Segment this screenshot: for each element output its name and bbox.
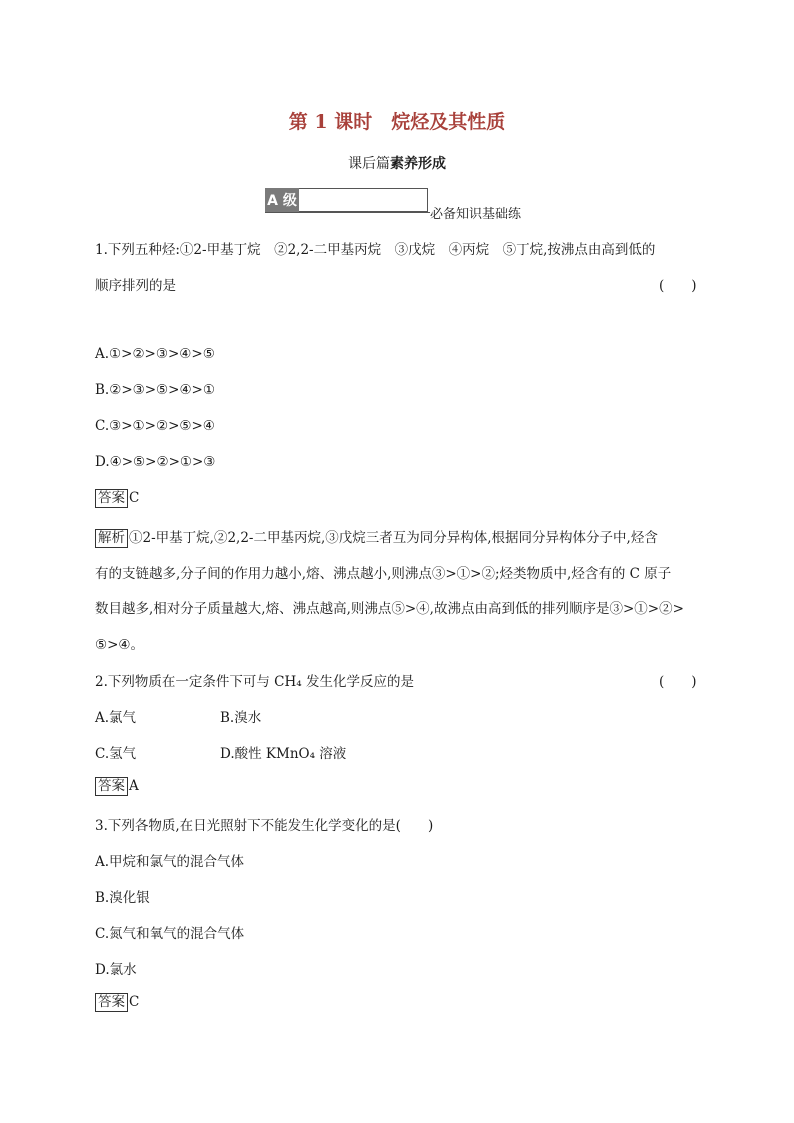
q2-option-b: B.溴水 xyxy=(220,710,262,726)
q1-analysis-line3: 数目越多,相对分子质量越大,熔、沸点越高,则沸点⑤>④,故沸点由高到低的排列顺序是③>①>②> xyxy=(95,601,684,617)
q1-analysis-line2: 有的支链越多,分子间的作用力越小,熔、沸点越小,则沸点③>①>②;烃类物质中,烃含有的 C 原子 xyxy=(95,566,672,582)
analysis-text: ①2-甲基丁烷,②2,2-二甲基丙烷,③戊烷三者互为同分异构体,根据同分异构体分子中,烃含 xyxy=(129,530,658,546)
q2-option-d: D.酸性 KMnO₄ 溶液 xyxy=(220,746,347,762)
subtitle-plain: 课后篇 xyxy=(348,156,390,172)
q1-option-d: D.④>⑤>②>①>③ xyxy=(95,454,216,470)
level-heading: 必备知识基础练 xyxy=(430,207,522,222)
q3-stem: 3.下列各物质,在日光照射下不能发生化学变化的是( ) xyxy=(95,818,434,834)
answer-value: C xyxy=(129,490,140,506)
q3-option-c: C.氮气和氧气的混合气体 xyxy=(95,926,245,942)
q1-analysis-line4: ⑤>④。 xyxy=(95,637,145,653)
q1-answer xyxy=(95,489,139,508)
q1-stem-line2: 顺序排列的是 xyxy=(95,278,176,294)
q2-stem: 2.下列物质在一定条件下可与 CH₄ 发生化学反应的是 xyxy=(95,674,414,690)
q2-option-a: A.氯气 xyxy=(95,710,137,726)
q2-answer xyxy=(95,777,139,796)
answer-label: 答案 xyxy=(95,489,128,508)
q1-option-c: C.③>①>②>⑤>④ xyxy=(95,418,215,434)
q3-option-d: D.氯水 xyxy=(95,962,137,978)
answer-value: A xyxy=(129,778,139,794)
page-title: 第 1 课时 烷烃及其性质 xyxy=(288,111,506,133)
q2-option-c: C.氢气 xyxy=(95,746,137,762)
subtitle-bold: 素养形成 xyxy=(390,156,446,172)
q2-answer-paren: ( ) xyxy=(659,674,697,690)
answer-label: 答案 xyxy=(95,777,128,796)
q1-option-a: A.①>②>③>④>⑤ xyxy=(95,346,215,362)
q3-answer xyxy=(95,993,139,1012)
answer-label: 答案 xyxy=(95,993,128,1012)
analysis-label: 解析 xyxy=(95,529,128,548)
answer-value: C xyxy=(129,994,140,1010)
q1-option-b: B.②>③>⑤>④>① xyxy=(95,382,215,398)
level-divider xyxy=(265,212,430,213)
q3-option-a: A.甲烷和氯气的混合气体 xyxy=(95,854,245,870)
q3-option-b: B.溴化银 xyxy=(95,890,150,906)
section-subtitle xyxy=(0,153,794,173)
q1-analysis-line1 xyxy=(95,526,658,548)
q1-stem-line1: 1.下列五种烃:①2-甲基丁烷 ②2,2-二甲基丙烷 ③戊烷 ④丙烷 ⑤丁烷,按沸点由高到低的 xyxy=(95,242,656,258)
level-box xyxy=(299,188,428,212)
q1-answer-paren: ( ) xyxy=(659,278,697,294)
level-badge: A 级 xyxy=(265,188,299,212)
